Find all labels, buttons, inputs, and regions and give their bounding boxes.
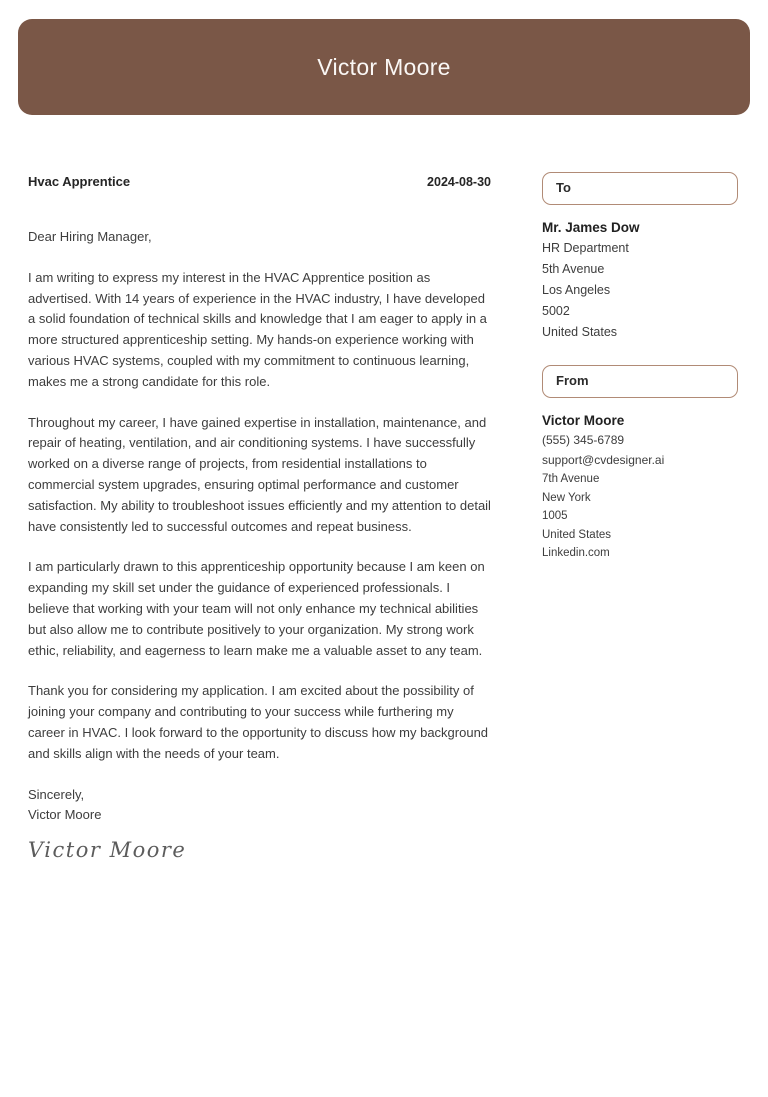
letter-head-row xyxy=(28,169,491,189)
from-label: From xyxy=(556,373,589,388)
sender-name: Victor Moore xyxy=(542,413,625,428)
sender-line: 7th Avenue xyxy=(542,473,600,485)
recipient-line: United States xyxy=(542,325,618,339)
from-box xyxy=(542,365,738,398)
closing-name: Victor Moore xyxy=(28,807,102,823)
sender-phone: (555) 345-6789 xyxy=(542,433,625,447)
body-paragraph-1: I am writing to express my interest in the HVAC Apprentice position as advertised. With 14 years of experience in the HVAC industry, I have developed a solid foundation of technical skills and knowledge that I am eager to apply in a more structured apprenticeship setting. My hands-on experience working with various HVAC systems, coupled with my commitment to continuous learning, makes me a strong candidate for this role. xyxy=(28,269,487,389)
letterhead-banner xyxy=(18,19,750,115)
job-title: Hvac Apprentice xyxy=(28,174,131,189)
sender-line: New York xyxy=(542,491,591,504)
salutation: Dear Hiring Manager, xyxy=(28,229,152,244)
contact-sidebar xyxy=(542,169,738,862)
candidate-name-title: Victor Moore xyxy=(317,53,451,80)
cover-letter-page xyxy=(0,19,768,1097)
sender-line: United States xyxy=(542,528,612,541)
recipient-line: 5002 xyxy=(542,304,570,318)
sender-linkedin: Linkedin.com xyxy=(542,547,610,559)
recipient-line: HR Department xyxy=(542,241,629,255)
body-paragraph-4: Thank you for considering my application. I am excited about the possibility of joining your company and contributing to your success while furthering my career in HVAC. I look forward to the opportunity to discuss how my background and skills align with the needs of your team. xyxy=(28,683,489,761)
to-label: To xyxy=(556,180,571,195)
letter-date: 2024-08-30 xyxy=(427,175,491,189)
sender-line: 1005 xyxy=(542,510,568,522)
body-paragraph-3: I am particularly drawn to this apprenticeship opportunity because I am keen on expanding my skill set under the guidance of experienced professionals. I believe that working with your team will not only enhance my technical abilities but also allow me to contribute positively to your organization. My strong work ethic, reliability, and eagerness to learn make me a valuable asset to any team. xyxy=(28,559,485,658)
closing-word: Sincerely, xyxy=(28,786,85,802)
sender-email: support@cvdesigner.ai xyxy=(542,452,665,467)
sender-details xyxy=(542,410,738,563)
to-box xyxy=(542,172,738,205)
recipient-details xyxy=(542,217,738,343)
recipient-line: Los Angeles xyxy=(542,283,611,297)
recipient-name: Mr. James Dow xyxy=(542,220,640,235)
handwritten-signature: Victor Moore xyxy=(28,838,187,863)
letter-content xyxy=(28,169,738,862)
closing-block xyxy=(28,785,491,827)
recipient-line: 5th Avenue xyxy=(542,262,605,276)
letter-body-column xyxy=(28,169,491,862)
body-paragraph-2: Throughout my career, I have gained expertise in installation, maintenance, and repair of heating, ventilation, and air conditioning systems. I have successfully worked on a diverse range of projects, from residential installations to commercial system upgrades, ensuring optimal performance and customer satisfaction. My ability to troubleshoot issues efficiently and my attention to detail have consistently led to successful outcomes and repeat business. xyxy=(28,414,491,534)
